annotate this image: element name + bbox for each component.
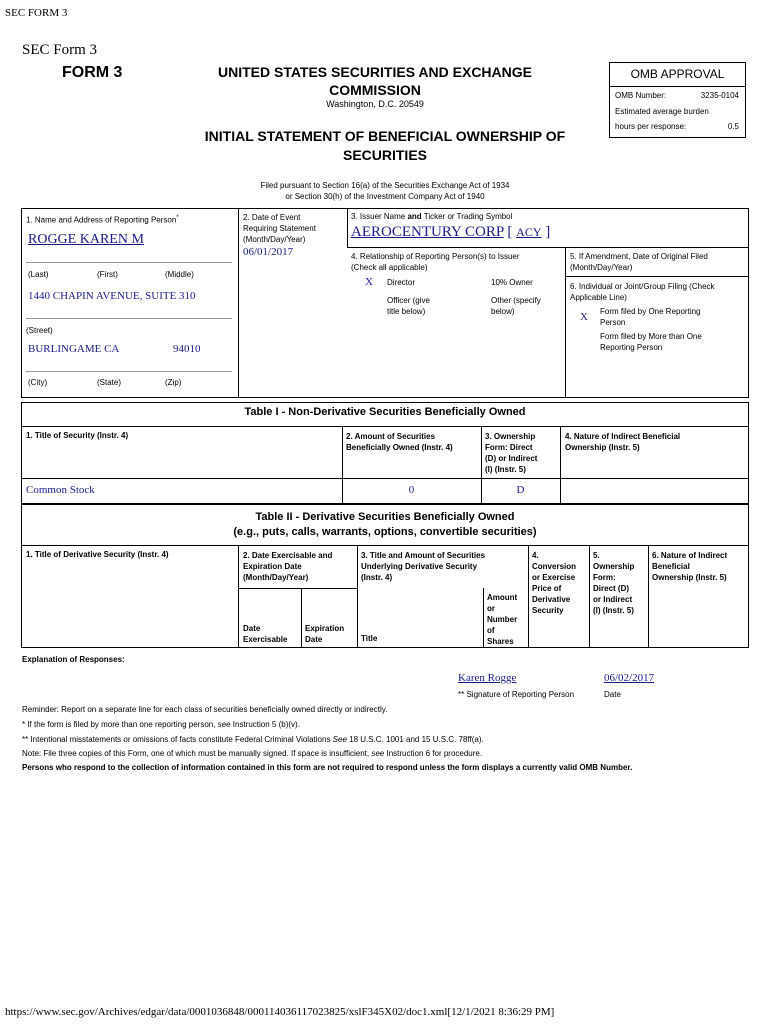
filed-pursuant-line2: or Section 30(h) of the Investment Company Act of 1940 (285, 192, 485, 201)
agency-city: Washington, D.C. 20549 (326, 99, 424, 109)
form-title-line2: SECURITIES (342, 147, 427, 163)
note-copies: Note: File three copies of this Form, one of which must be manually signed. If space is insufficient, see Instruction 6 for procedure. (22, 749, 483, 758)
omb-approval-box (609, 62, 746, 138)
middle-name-label: (Middle) (165, 270, 194, 279)
relationship-label: 4. Relationship of Reporting Person(s) to Issuer (Check all applicable) (351, 252, 520, 272)
director-label: Director (387, 278, 416, 287)
other-label: Other (specify below) (491, 296, 541, 316)
table-ii-col-conversion: 4. Conversion or Exercise Price of Derivative Security (532, 551, 577, 615)
table-ii-sub-date-exercisable: Date Exercisable (243, 624, 288, 644)
explanation-label: Explanation of Responses: (22, 655, 125, 664)
sec-form-label: SEC Form 3 (22, 42, 98, 58)
table-i-col-amount: 2. Amount of Securities Beneficially Owned (Instr. 4) (346, 432, 453, 452)
security-title-cell: Common Stock (26, 484, 95, 496)
table-ii-col-title: 1. Title of Derivative Security (Instr. 4) (26, 550, 169, 559)
persons-notice: Persons who respond to the collection of information contained in this form are not required to respond unless the form displays a currently valid OMB Number. (22, 763, 633, 772)
table-ii-sub-title: Title (361, 634, 378, 643)
table-ii-sub-amount: Amount or Number of Shares (487, 593, 518, 646)
one-person-checkmark: X (580, 311, 588, 323)
table-i-col-title: 1. Title of Security (Instr. 4) (26, 431, 129, 440)
zip-label: (Zip) (165, 378, 182, 387)
table-ii-col-dates: 2. Date Exercisable and Expiration Date (Month/Day/Year) (243, 551, 333, 582)
omb-hours-value: 0.5 (727, 122, 739, 131)
print-page-title: SEC FORM 3 (5, 7, 68, 19)
signature-date-link[interactable]: 06/02/2017 (604, 672, 655, 684)
reporting-person-name-link[interactable]: ROGGE KAREN M (28, 232, 144, 247)
event-date-label: 2. Date of Event Requiring Statement (Month/Day/Year) (243, 213, 316, 244)
note-misstatements: ** Intentional misstatements or omissions of facts constitute Federal Criminal Violations See 18 U.S.C. 1001 and 15 U.S.C. 78ff(a). (22, 735, 484, 744)
first-name-label: (First) (97, 270, 118, 279)
signature-label: ** Signature of Reporting Person (458, 690, 575, 699)
state-label: (State) (97, 378, 122, 387)
street-address: 1440 CHAPIN AVENUE, SUITE 310 (28, 290, 196, 302)
date-label: Date (604, 690, 621, 699)
table-ii-col-nature: 6. Nature of Indirect Beneficial Ownership (Instr. 5) (652, 551, 728, 582)
form-label: FORM 3 (62, 64, 123, 81)
ten-percent-owner-label: 10% Owner (491, 278, 533, 287)
reporting-person-label: 1. Name and Address of Reporting Person* (26, 215, 179, 225)
omb-number-value: 3235-0104 (700, 91, 739, 100)
issuer-name-link[interactable]: AEROCENTURY CORP (351, 224, 504, 240)
table-ii-col-underlying: 3. Title and Amount of Securities Underlying Derivative Security (Instr. 4) (361, 551, 486, 582)
table-i-col-nature: 4. Nature of Indirect Beneficial Ownership (Instr. 5) (565, 432, 681, 452)
filing-type-label: 6. Individual or Joint/Group Filing (Check Applicable Line) (570, 282, 715, 302)
omb-approval-title: OMB APPROVAL (630, 67, 725, 81)
table-ii-col-ownership-form: 5. Ownership Form: Direct (D) or Indirect (I) (Instr. 5) (593, 551, 635, 615)
omb-number-label: OMB Number: (615, 91, 667, 100)
note-multiple-persons: * If the form is filed by more than one reporting person, see Instruction 5 (b)(v). (22, 720, 300, 729)
zip-code: 94010 (173, 343, 201, 355)
table-ii-sub-expiration: Expiration Date (305, 624, 345, 644)
agency-name-line2: COMMISSION (329, 82, 421, 98)
issuer-label: 3. Issuer Name and Ticker or Trading Symbol (351, 212, 513, 221)
omb-hours-label: hours per response: (615, 122, 687, 131)
table-i-title: Table I - Non-Derivative Securities Beneficially Owned (244, 406, 526, 418)
agency-name-line1: UNITED STATES SECURITIES AND EXCHANGE (218, 64, 532, 80)
event-date: 06/01/2017 (243, 246, 294, 258)
more-than-one-person-label: Form filed by More than One Reporting Person (600, 332, 702, 352)
form-title-line1: INITIAL STATEMENT OF BENEFICIAL OWNERSHIP OF (204, 128, 566, 144)
table-ii-title-line2: (e.g., puts, calls, warrants, options, convertible securities) (233, 526, 537, 538)
omb-burden-label: Estimated average burden (615, 107, 709, 116)
amendment-label: 5. If Amendment, Date of Original Filed (Month/Day/Year) (570, 252, 708, 272)
table-i-col-ownership-form: 3. Ownership Form: Direct (D) or Indirect (I) (Instr. 5) (485, 432, 538, 474)
city-label: (City) (28, 378, 48, 387)
signature-name-link[interactable]: Karen Rogge (458, 672, 517, 684)
reminder-note: Reminder: Report on a separate line for each class of securities beneficially owned directly or indirectly. (22, 705, 388, 714)
filed-pursuant-line1: Filed pursuant to Section 16(a) of the Securities Exchange Act of 1934 (260, 181, 510, 190)
ownership-form-cell: D (516, 484, 525, 496)
issuer-name-ticker: AEROCENTURY CORP [ ACY ] (351, 224, 551, 240)
one-reporting-person-label: Form filed by One Reporting Person (600, 307, 701, 327)
director-checkmark: X (365, 276, 373, 288)
officer-label: Officer (give title below) (387, 296, 430, 316)
last-name-label: (Last) (28, 270, 49, 279)
city-state: BURLINGAME CA (28, 343, 120, 355)
amount-cell: 0 (408, 484, 415, 496)
street-label: (Street) (26, 326, 53, 335)
issuer-ticker-link[interactable]: ACY (516, 225, 542, 239)
print-footer-url: https://www.sec.gov/Archives/edgar/data/0001036848/000114036117023825/xslF345X02/doc1.xml[12/1/2021 8:36:29 PM] (5, 1006, 555, 1018)
table-ii-title-line1: Table II - Derivative Securities Beneficially Owned (255, 511, 515, 523)
